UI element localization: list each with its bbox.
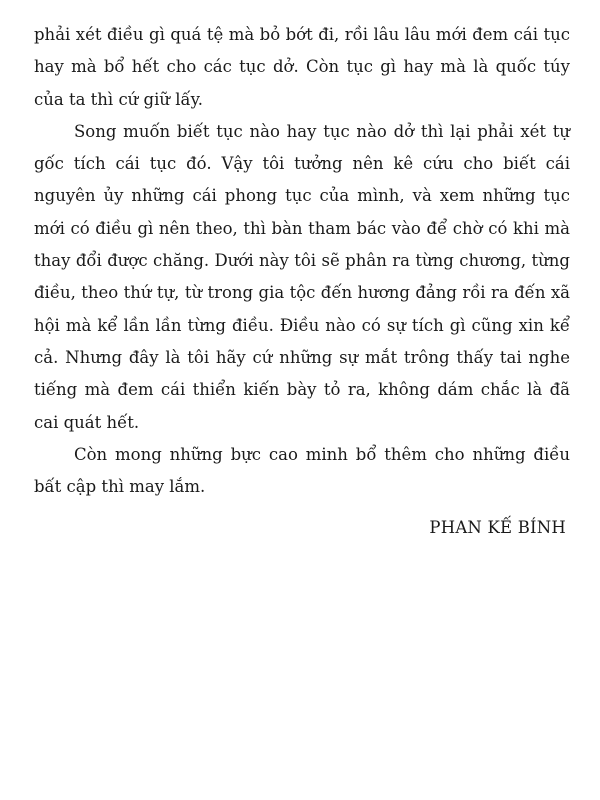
author-signature: PHAN KẾ BÍNH xyxy=(429,518,566,538)
paragraph-continued: phải xét điều gì quá tệ mà bỏ bớt đi, rồi lâu lâu mới đem cái tục hay mà bổ hết cho các tục dở. Còn tục gì hay mà là quốc túy của ta thì cứ giữ lấy. xyxy=(34,25,570,109)
paragraph-closing: Còn mong những bực cao minh bổ thêm cho những điều bất cập thì may lắm. xyxy=(34,444,570,497)
paragraph-second: Song muốn biết tục nào hay tục nào dở thì lại phải xét tự gốc tích cái tục đó. Vậy tôi tưởng nên kê cứu cho biết cái nguyên ủy những cái phong tục của mình, và xem những tục mới có điều gì nên theo, thì bàn tham bác vào để chờ có khi mà thay đổi được chăng. Dưới này tôi sẽ phân ra từng chương, từng điều, theo thứ tự, từ trong gia tộc đến hương đảng rồi ra đến xã hội mà kể lần lần từng điều. Điều nào có sự tích gì cũng xin kể cả. Nhưng đây là tôi hãy cứ những sự mắt trông thấy tai nghe tiếng mà đem cái thiển kiến bày tỏ ra, không dám chắc là đã cai quát hết. xyxy=(34,121,570,432)
body-text xyxy=(34,19,570,545)
